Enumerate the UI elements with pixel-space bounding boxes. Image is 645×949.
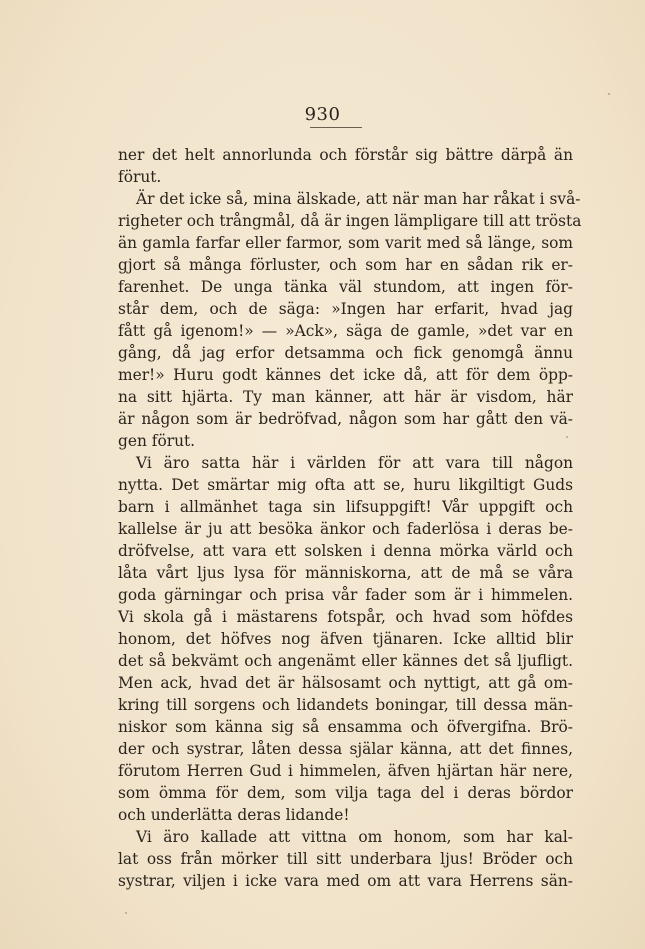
text-line: det så bekvämt och angenämt eller kännes det så ljufligt. bbox=[118, 652, 573, 670]
text-line: står dem, och de säga: »Ingen har erfarit, hvad jag bbox=[118, 300, 573, 318]
text-line: kallelse är ju att besöka änkor och faderlösa i deras be- bbox=[118, 520, 573, 538]
body-text bbox=[118, 144, 582, 892]
text-line: låta vårt ljus lysa för människorna, att de må se våra bbox=[118, 564, 573, 582]
text-line: ner det helt annorlunda och förstår sig bättre därpå än bbox=[118, 146, 573, 164]
text-line: och underlätta deras lidande! bbox=[118, 806, 350, 824]
text-line: förut. bbox=[118, 168, 162, 186]
text-line: fått gå igenom!» — »Ack», säga de gamle, »det var en bbox=[118, 322, 573, 340]
text-line: lat oss från mörker till sitt underbara ljus! Bröder och bbox=[118, 850, 573, 868]
text-line: Vi skola gå i mästarens fotspår, och hvad som höfdes bbox=[118, 608, 573, 626]
text-line: mer!» Huru godt kännes det icke då, att för dem öpp- bbox=[118, 366, 573, 384]
text-line: righeter och trångmål, då är ingen lämpligare till att trösta bbox=[118, 212, 582, 230]
text-line: barn i allmänhet taga sin lifsuppgift! Vår uppgift och bbox=[118, 498, 573, 516]
text-line: Är det icke så, mina älskade, att när man har råkat i svå- bbox=[136, 190, 581, 208]
page-number: 930 bbox=[304, 104, 341, 125]
text-line: kring till sorgens och lidandets boningar, till dessa män- bbox=[118, 696, 573, 714]
page-number-rule bbox=[310, 127, 362, 128]
text-line: förutom Herren Gud i himmelen, äfven hjärtan här nere, bbox=[118, 762, 573, 780]
text-line: na sitt hjärta. Ty man känner, att här är visdom, här bbox=[118, 388, 573, 406]
text-line: Men ack, hvad det är hälsosamt och nyttigt, att gå om- bbox=[118, 674, 573, 692]
text-line: gen förut. bbox=[118, 432, 196, 450]
text-line: goda gärningar och prisa vår fader som är i himmelen. bbox=[118, 586, 573, 604]
text-line: Vi äro satta här i världen för att vara till någon bbox=[136, 454, 573, 472]
text-line: är någon som är bedröfvad, någon som har gått den vä- bbox=[118, 410, 573, 428]
text-line: honom, det höfves nog äfven tjänaren. Icke alltid blir bbox=[118, 630, 573, 648]
text-line: nytta. Det smärtar mig ofta att se, huru likgiltigt Guds bbox=[118, 476, 573, 494]
text-line: farenhet. De unga tänka väl stundom, att ingen för- bbox=[118, 278, 573, 296]
text-line: der och systrar, låten dessa själar känna, att det finnes, bbox=[118, 740, 573, 758]
paper-speck bbox=[566, 436, 568, 438]
text-line: Vi äro kallade att vittna om honom, som har kal- bbox=[136, 828, 573, 846]
text-line: dröfvelse, att vara ett solsken i denna mörka värld och bbox=[118, 542, 573, 560]
text-line: än gamla farfar eller farmor, som varit med så länge, som bbox=[118, 234, 573, 252]
text-line: systrar, viljen i icke vara med om att vara Herrens sän- bbox=[118, 872, 573, 890]
paper-speck bbox=[125, 912, 127, 914]
text-line: som ömma för dem, som vilja taga del i deras bördor bbox=[118, 784, 573, 802]
text-line: gjort så många förluster, och som har en sådan rik er- bbox=[118, 256, 573, 274]
text-line: gång, då jag erfor detsamma och fick genomgå ännu bbox=[118, 344, 573, 362]
paper-speck bbox=[608, 93, 610, 95]
text-line: niskor som känna sig så ensamma och öfvergifna. Brö- bbox=[118, 718, 573, 736]
